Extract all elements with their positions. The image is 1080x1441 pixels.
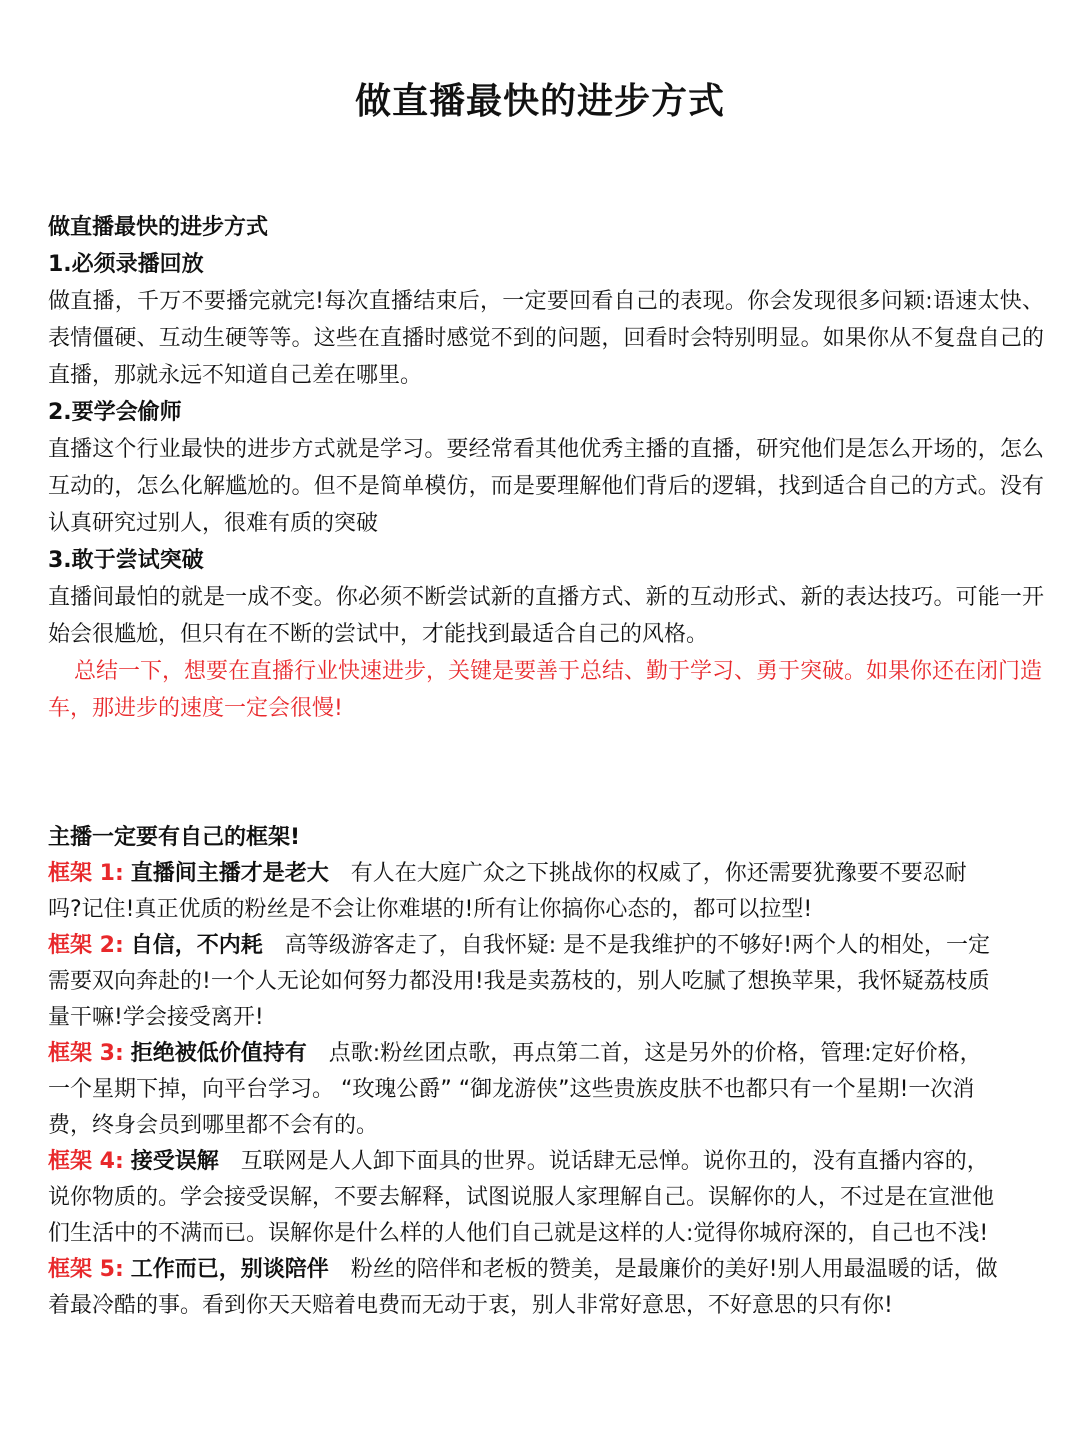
framework-title: 自信，不内耗 (130, 933, 263, 958)
section-progress-methods (48, 209, 1044, 727)
framework-title: 直播间主播才是老大 (130, 861, 329, 886)
framework-4 (48, 1144, 998, 1252)
framework-text: 互联网是人人卸下面具的世界。说话肆无忌惮。说你丑的，没有直播内容的，说你物质的。学会接受误解，不要去解释，试图说服人家理解自己。误解你的人，不过是在宣泄他们生活中的不满而已。误解你是什么样的人他们自己就是这样的人:觉得你城府深的，自己也不浅! (48, 1149, 995, 1246)
item-heading-3: 3.敢于尝试突破 (48, 548, 204, 573)
framework-3 (48, 1036, 998, 1144)
framework-text: 点歌:粉丝团点歌，再点第二首，这是另外的价格，管理:定好价格，一个星期下掉，向平台学习。 “玫瑰公爵” “御龙游侠”这些贵族皮肤不也都只有一个星期!一次消费，终身会员到哪里都不会有的。 (48, 1041, 982, 1138)
section-heading: 做直播最快的进步方式 (48, 215, 269, 240)
frameworks-heading: 主播一定要有自己的框架! (48, 825, 301, 850)
framework-1 (48, 856, 998, 928)
framework-text: 高等级游客走了，自我怀疑: 是不是我维护的不够好!两个人的相处，一定需要双向奔赴的!一个人无论如何努力都没用!我是卖荔枝的，别人吃腻了想换苹果，我怀疑荔枝质量干嘛!学会接受离开! (48, 933, 991, 1030)
framework-label: 框架 3: (48, 1041, 124, 1066)
item-text-2: 直播这个行业最快的进步方式就是学习。要经常看其他优秀主播的直播，研究他们是怎么开场的，怎么互动的，怎么化解尴尬的。但不是简单模仿，而是要理解他们背后的逻辑，找到适合自己的方式。没有认真研究过别人，很难有质的突破 (48, 437, 1044, 536)
framework-label: 框架 1: (48, 861, 124, 886)
summary-text: 总结一下，想要在直播行业快速进步，关键是要善于总结、勤于学习、勇于突破。如果你还在闭门造车，那进步的速度一定会很慢! (48, 659, 1043, 721)
item-heading-2: 2.要学会偷师 (48, 400, 182, 425)
framework-5 (48, 1252, 998, 1324)
framework-2 (48, 928, 998, 1036)
item-text-1: 做直播，千万不要播完就完!每次直播结束后，一定要回看自己的表现。你会发现很多问颖:语速太快、表情僵硬、互动生硬等等。这些在直播时感觉不到的问题，回看时会特别明显。如果你从不复盘自己的直播，那就永远不知道自己差在哪里。 (48, 289, 1044, 388)
framework-title: 工作而已，别谈陪伴 (130, 1257, 329, 1282)
item-heading-1: 1.必须录播回放 (48, 252, 204, 277)
framework-label: 框架 5: (48, 1257, 124, 1282)
item-text-3: 直播间最怕的就是一成不变。你必须不断尝试新的直播方式、新的互动形式、新的表达技巧。可能一开始会很尴尬，但只有在不断的尝试中，才能找到最适合自己的风格。 (48, 585, 1044, 647)
framework-title: 拒绝被低价值持有 (130, 1041, 307, 1066)
framework-label: 框架 2: (48, 933, 124, 958)
framework-text: 有人在大庭广众之下挑战你的权威了，你还需要犹豫要不要忍耐吗?记住!真正优质的粉丝是不会让你难堪的!所有让你搞你心态的，都可以拉型! (48, 861, 967, 922)
framework-label: 框架 4: (48, 1149, 124, 1174)
framework-text: 粉丝的陪伴和老板的赞美，是最廉价的美好!别人用最温暖的话，做着最冷酷的事。看到你天天赔着电费而无动于衷，别人非常好意思，不好意思的只有你! (48, 1257, 998, 1318)
framework-title: 接受误解 (130, 1149, 219, 1174)
section-frameworks (48, 820, 1044, 1324)
page-title: 做直播最快的进步方式 (354, 81, 725, 122)
